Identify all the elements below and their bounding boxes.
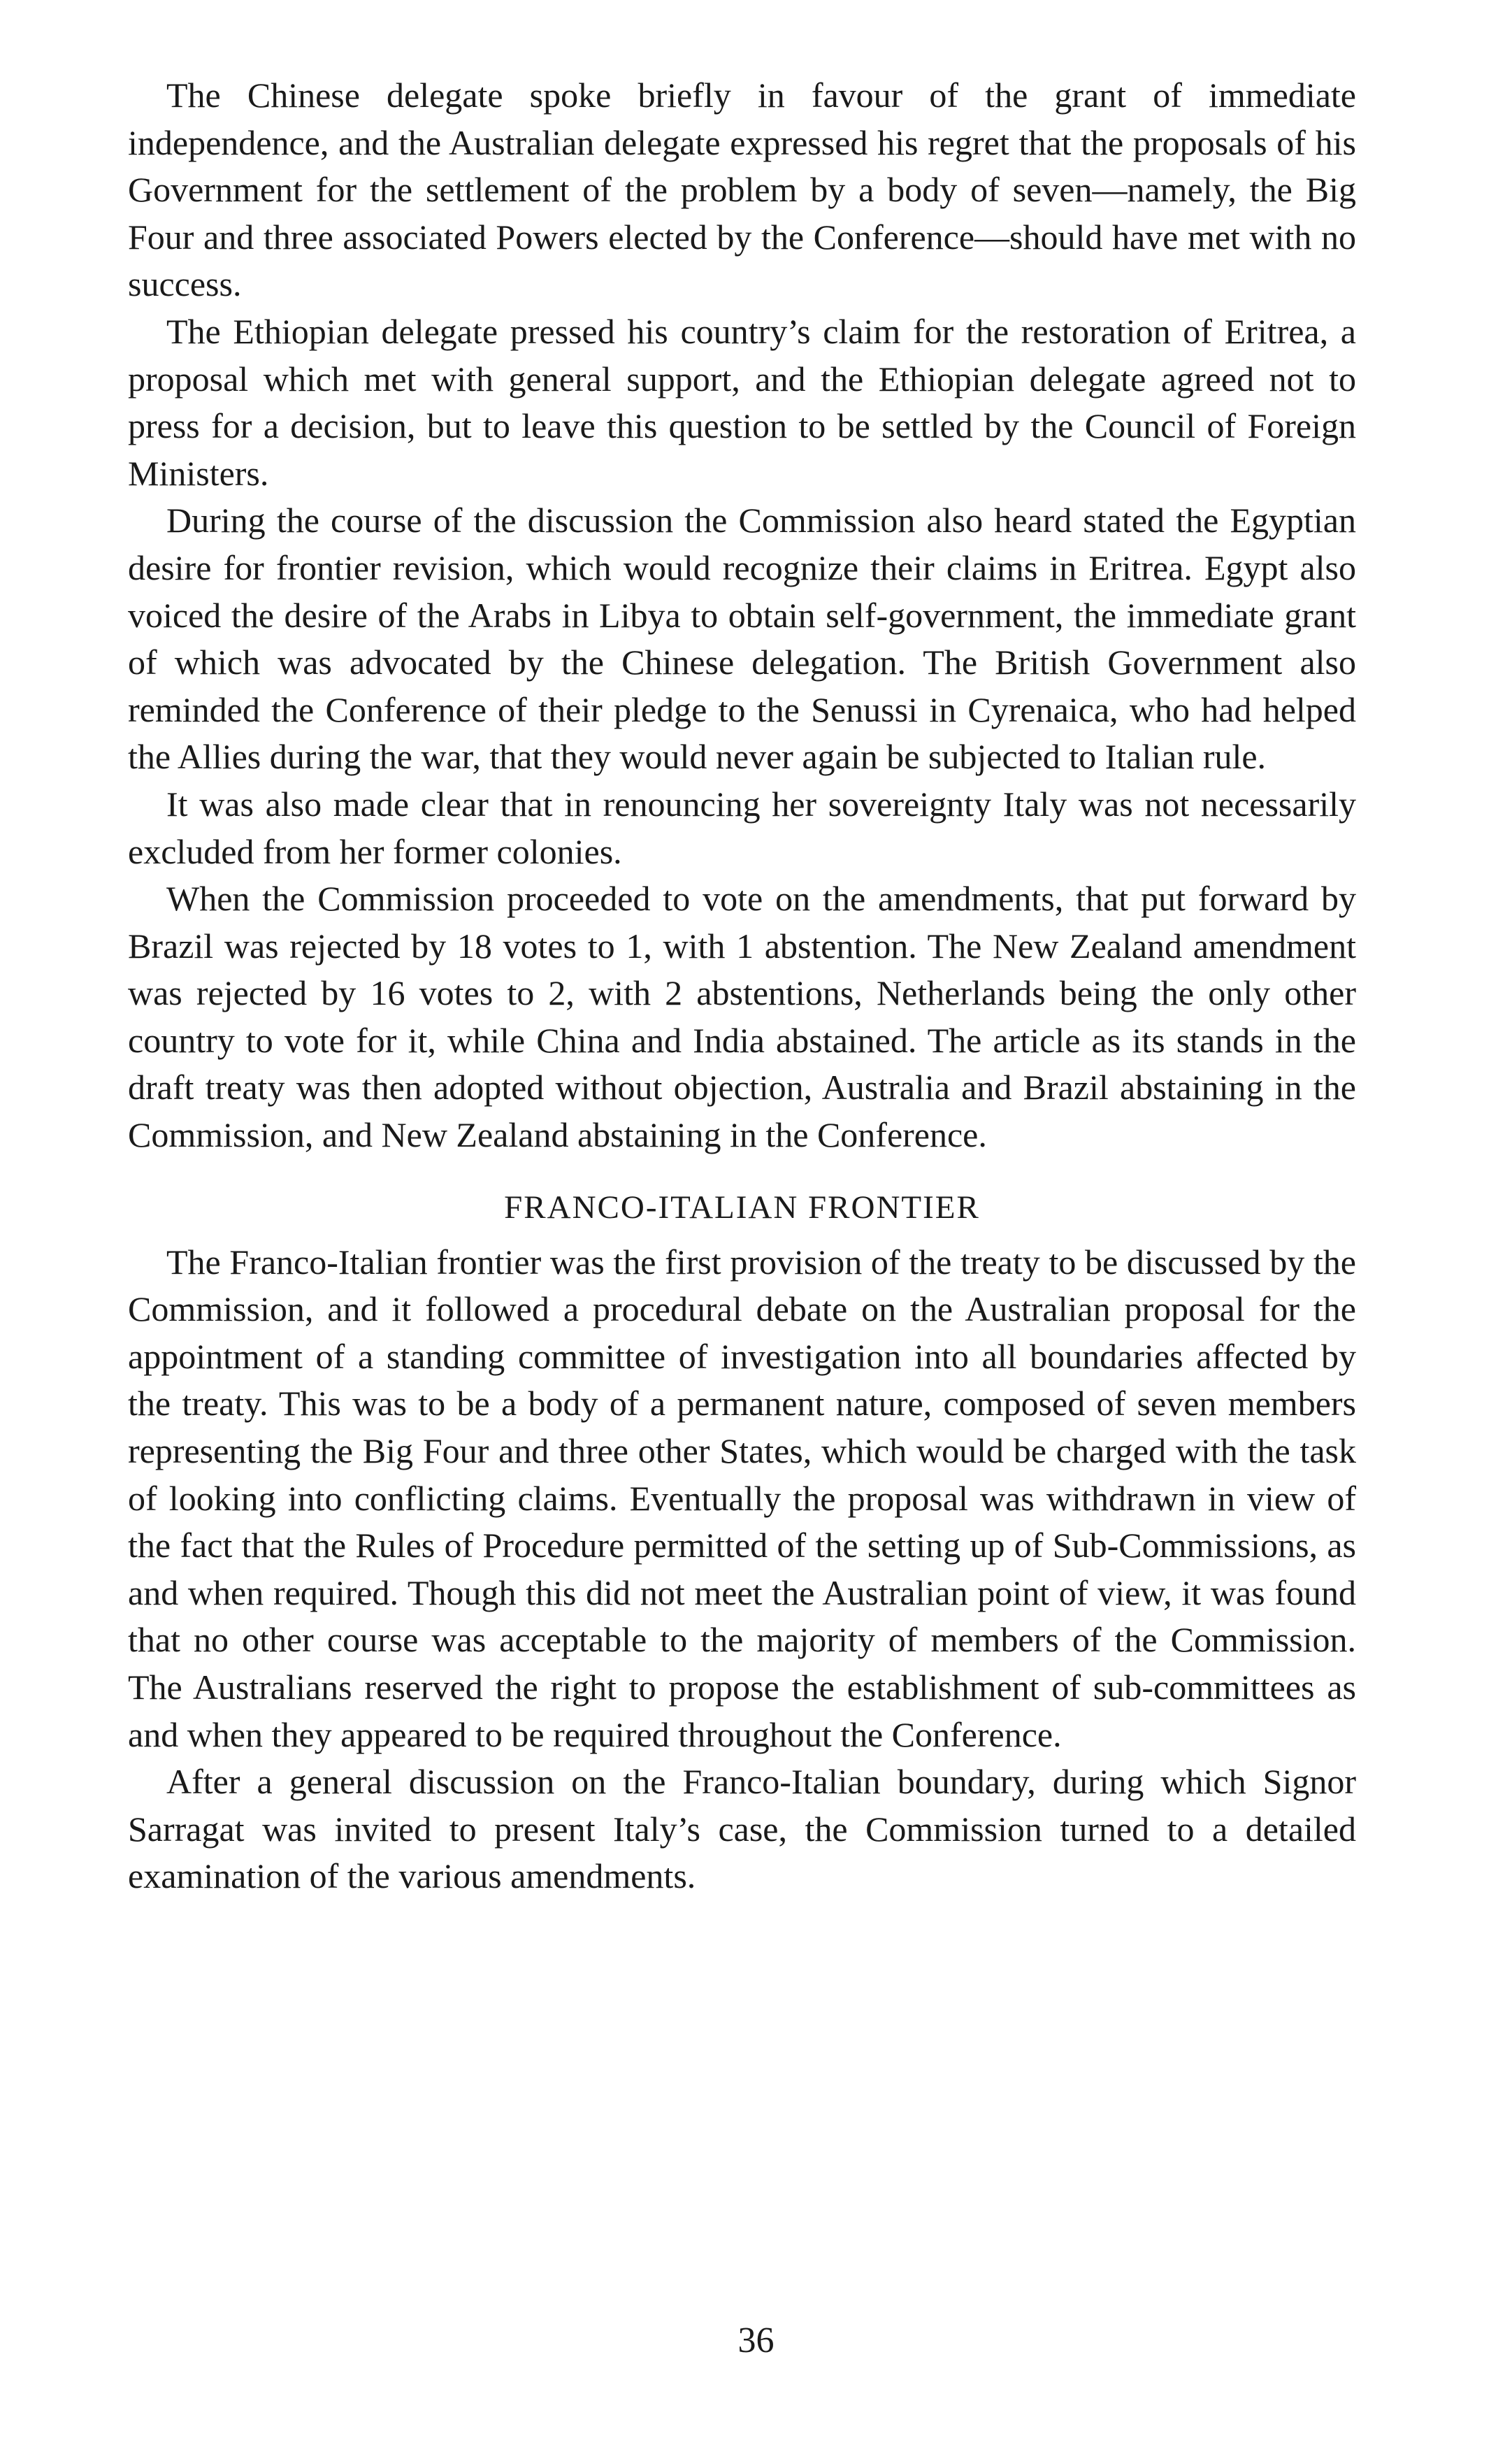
paragraph-general-discussion: After a general discussion on the Franco-Italian boundary, during which Signor Sarragat was invited to present Italy’s case, the Commission turned to a detailed examination of the various amendments. xyxy=(128,1762,1356,1896)
paragraph-chinese-delegate: The Chinese delegate spoke briefly in favour of the grant of immediate independence, and the Australian delegate expressed his regret that the proposals of his Government for the settlement of the problem by a body of seven—namely, the Big Four and three associated Powers elected by the Conference—should have met with no success. xyxy=(128,76,1356,304)
page-body xyxy=(128,72,1356,1900)
paragraph-italy-sovereignty: It was also made clear that in renouncing her sovereignty Italy was not necessarily excluded from her former colonies. xyxy=(128,784,1356,871)
paragraph-amendment-votes: When the Commission proceeded to vote on the amendments, that put forward by Brazil was rejected by 18 votes to 1, with 1 abstention. The New Zealand amendment was rejected by 16 votes to 2, with 2 abstentions, Netherlands being the only other country to vote for it, while China and India abstained. The article as its stands in the draft treaty was then adopted without objection, Australia and Brazil abstaining in the Commission, and New Zealand abstaining in the Conference. xyxy=(128,879,1356,1155)
section-heading: FRANCO-ITALIAN FRONTIER xyxy=(504,1189,980,1226)
page-number: 36 xyxy=(737,2321,775,2360)
paragraph-ethiopian-delegate: The Ethiopian delegate pressed his country’s claim for the restoration of Eritrea, a proposal which met with general support, and the Ethiopian delegate agreed not to press for a decision, but to leave this question to be settled by the Council of Foreign Ministers. xyxy=(128,311,1356,493)
paragraph-egyptian-desire: During the course of the discussion the Commission also heard stated the Egyptian desire for frontier revision, which would recognize their claims in Eritrea. Egypt also voiced the desire of the Arabs in Libya to obtain self-government, the immediate grant of which was advocated by the Chinese delegation. The British Government also reminded the Conference of their pledge to the Senussi in Cyrenaica, who had helped the Allies during the war, that they would never again be subjected to Italian rule. xyxy=(128,501,1356,777)
paragraph-franco-italian-frontier: The Franco-Italian frontier was the first provision of the treaty to be discussed by the Commission, and it followed a procedural debate on the Australian proposal for the appointment of a standing committee of investigation into all boundaries affected by the treaty. This was to be a body of a permanent nature, composed of seven members representing the Big Four and three other States, which would be charged with the task of looking into conflicting claims. Eventually the proposal was withdrawn in view of the fact that the Rules of Procedure permitted of the setting up of Sub-Commissions, as and when required. Though this did not meet the Australian point of view, it was found that no other course was acceptable to the majority of members of the Commission. The Australians reserved the right to propose the establishment of sub-committees as and when they appeared to be required throughout the Conference. xyxy=(128,1242,1356,1754)
